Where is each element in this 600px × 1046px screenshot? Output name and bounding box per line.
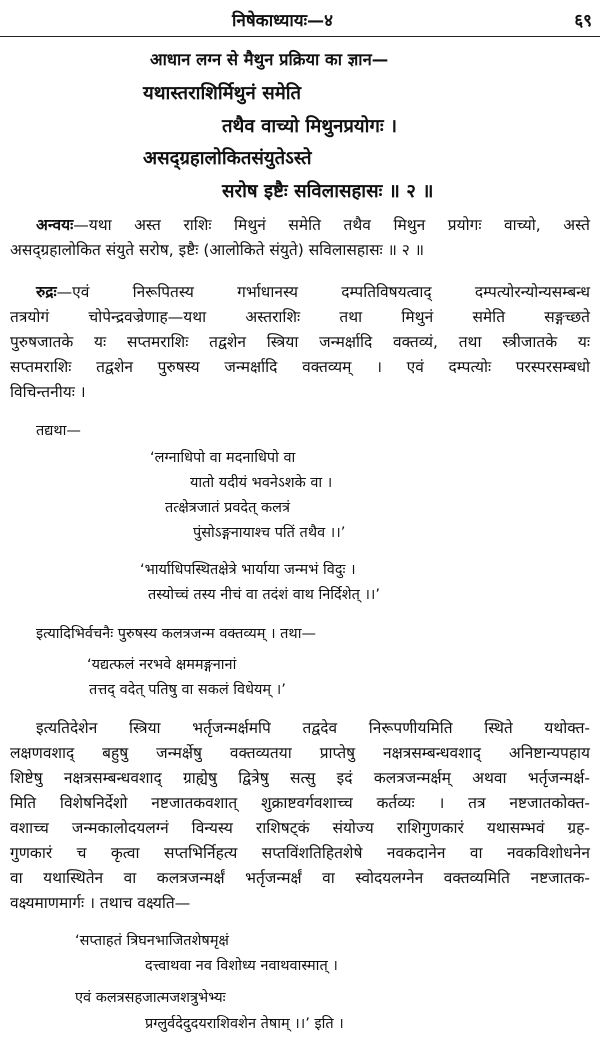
section-heading: आधान लग्न से मैथुन प्रक्रिया का ज्ञान— (150, 50, 389, 69)
quote-line: यातो यदीयं भवनेऽशके वा । (190, 475, 333, 491)
rudra-line: सप्तमराशिः तद्वशेन पुरुषस्य जन्मर्क्षादि वक्तव्यम् । एवं दम्पत्योः परस्परसम्बधो (10, 358, 590, 376)
page-number: ६९ (574, 11, 592, 31)
quote-line: तस्योच्चं तस्य नीचं वा तदंशं वाथ निर्दिशेत् ।।’ (148, 587, 381, 603)
running-header (0, 6, 600, 37)
anvaya-line: असद्ग्रहालोकित संयुते सरोष, इष्टैः (आलोकिते संयुते) सविलासहासः ॥ २ ॥ (10, 241, 425, 259)
para-line: शिष्टेषु नक्षत्रसम्बन्धवशाद् ग्राह्येषु द्वित्रेषु सत्सु इदं कलत्रजन्मर्क्षम् अथवा भर्तृजन्मर्क्ष- (10, 769, 590, 787)
anvaya-line: अन्वयः—यथा अस्त राशिः मिथुनं समेति तथैव मिथुन प्रयोगः वाच्यो, अस्ते (36, 216, 590, 234)
chapter-title: निषेकाध्यायः—४ (232, 11, 333, 31)
tadyatha-text: तद्यथा— (36, 423, 81, 439)
ityadi-text: इत्यादिभिर्वचनैः पुरुषस्य कलत्रजन्म वक्तव्यम् । तथा— (36, 626, 316, 642)
quote-line: एवं कलत्रसहजात्मजशत्रुभेभ्यः (75, 990, 226, 1006)
quote-line: तत्तद् वदेत् पतिषु वा सकलं विधेयम् ।’ (89, 682, 286, 698)
quote-line: प्रग्लुर्वदेदुदयराशिवशेन तेषाम् ।।’ इति । (145, 1016, 344, 1032)
rudra-line: रुद्रः—एवं निरूपितस्य गर्भाधानस्य दम्पतिविषयत्वाद् दम्पत्योरन्योन्यसम्बन्ध (36, 283, 590, 301)
quote-line: ‘लग्नाधिपो वा मदनाधिपो वा (150, 450, 296, 466)
para-line: वक्ष्यमाणमार्गः । तथाच वक्ष्यति— (10, 894, 191, 912)
quote-line: पुंसोऽङ्गनायाश्च पतिं तथैव ।।’ (193, 525, 346, 541)
verse-line: यथास्तराशिर्मिथुनं समेति (143, 83, 302, 104)
para-line: वा यथास्थितेन वा कलत्रजन्मर्क्षं भर्तृजन्मर्क्षं वा स्वोदयलग्नेन वक्तव्यमिति नष्टजातक- (10, 869, 590, 887)
quote-line: तत्क्षेत्रजातं प्रवदेत् कलत्रं (165, 500, 290, 516)
rudra-line: पुरुषजातके यः सप्तमराशिः तद्वशेन स्त्रिया जन्मर्क्षादि वक्तव्यं, तथा स्त्रीजातके यः (10, 333, 590, 351)
verse-line: तथैव वाच्यो मिथुनप्रयोगः । (222, 116, 398, 137)
anvaya-label: अन्वयः (36, 216, 74, 234)
rudra-label: रुद्रः (36, 283, 57, 301)
quote-line: ‘भार्याधिपस्थितक्षेत्रे भार्याया जन्मभं विदुः । (140, 562, 356, 578)
verse-line: असद्ग्रहालोकितसंयुतेऽस्ते (143, 148, 312, 169)
para-line: गुणकारं च कृत्वा सप्तभिर्निहत्य सप्तविंशतिहितशेषे नवकदानेन वा नवकविशोधनेन (10, 844, 590, 862)
para-line: मिति विशेषनिर्देशो नष्टजातकवशात् शुक्राष्टवर्गवशाच्च कर्तव्यः । तत्र नष्टजातकोक्त- (10, 794, 590, 812)
para-line: वशाच्च जन्मकालोदयलग्नं विन्यस्य राशिषट्कं संयोज्य राशिगुणकारं यथासम्भवं ग्रह- (10, 819, 590, 837)
quote-line: दत्त्वाथवा नव विशोध्य नवाथवास्मात् । (145, 958, 338, 974)
rudra-line: तत्रयोगं चोपेन्द्रवज्रेणाह—यथा अस्तराशिः तथा मिथुनं समेति सङ्गच्छते (10, 308, 590, 326)
para-line: इत्यतिदेशेन स्त्रिया भर्तृजन्मर्क्षमपि तद्वदेव निरूपणीयमिति स्थिते यथोक्त- (36, 719, 590, 737)
verse-line: सरोष इष्टैः सविलासहासः ॥ २ ॥ (222, 181, 434, 202)
para-line: लक्षणवशाद् बहुषु जन्मर्क्षेषु वक्तव्यतया प्राप्तेषु नक्षत्रसम्बन्धवशाद् अनिष्टान्यपहाय (10, 744, 590, 762)
quote-line: ‘सप्ताहतं त्रिघनभाजितशेषमृक्षं (75, 933, 229, 949)
quote-line: ‘यद्यत्फलं नरभवे क्षममङ्गनानां (87, 657, 237, 673)
rudra-line: विचिन्तनीयः । (10, 383, 86, 401)
